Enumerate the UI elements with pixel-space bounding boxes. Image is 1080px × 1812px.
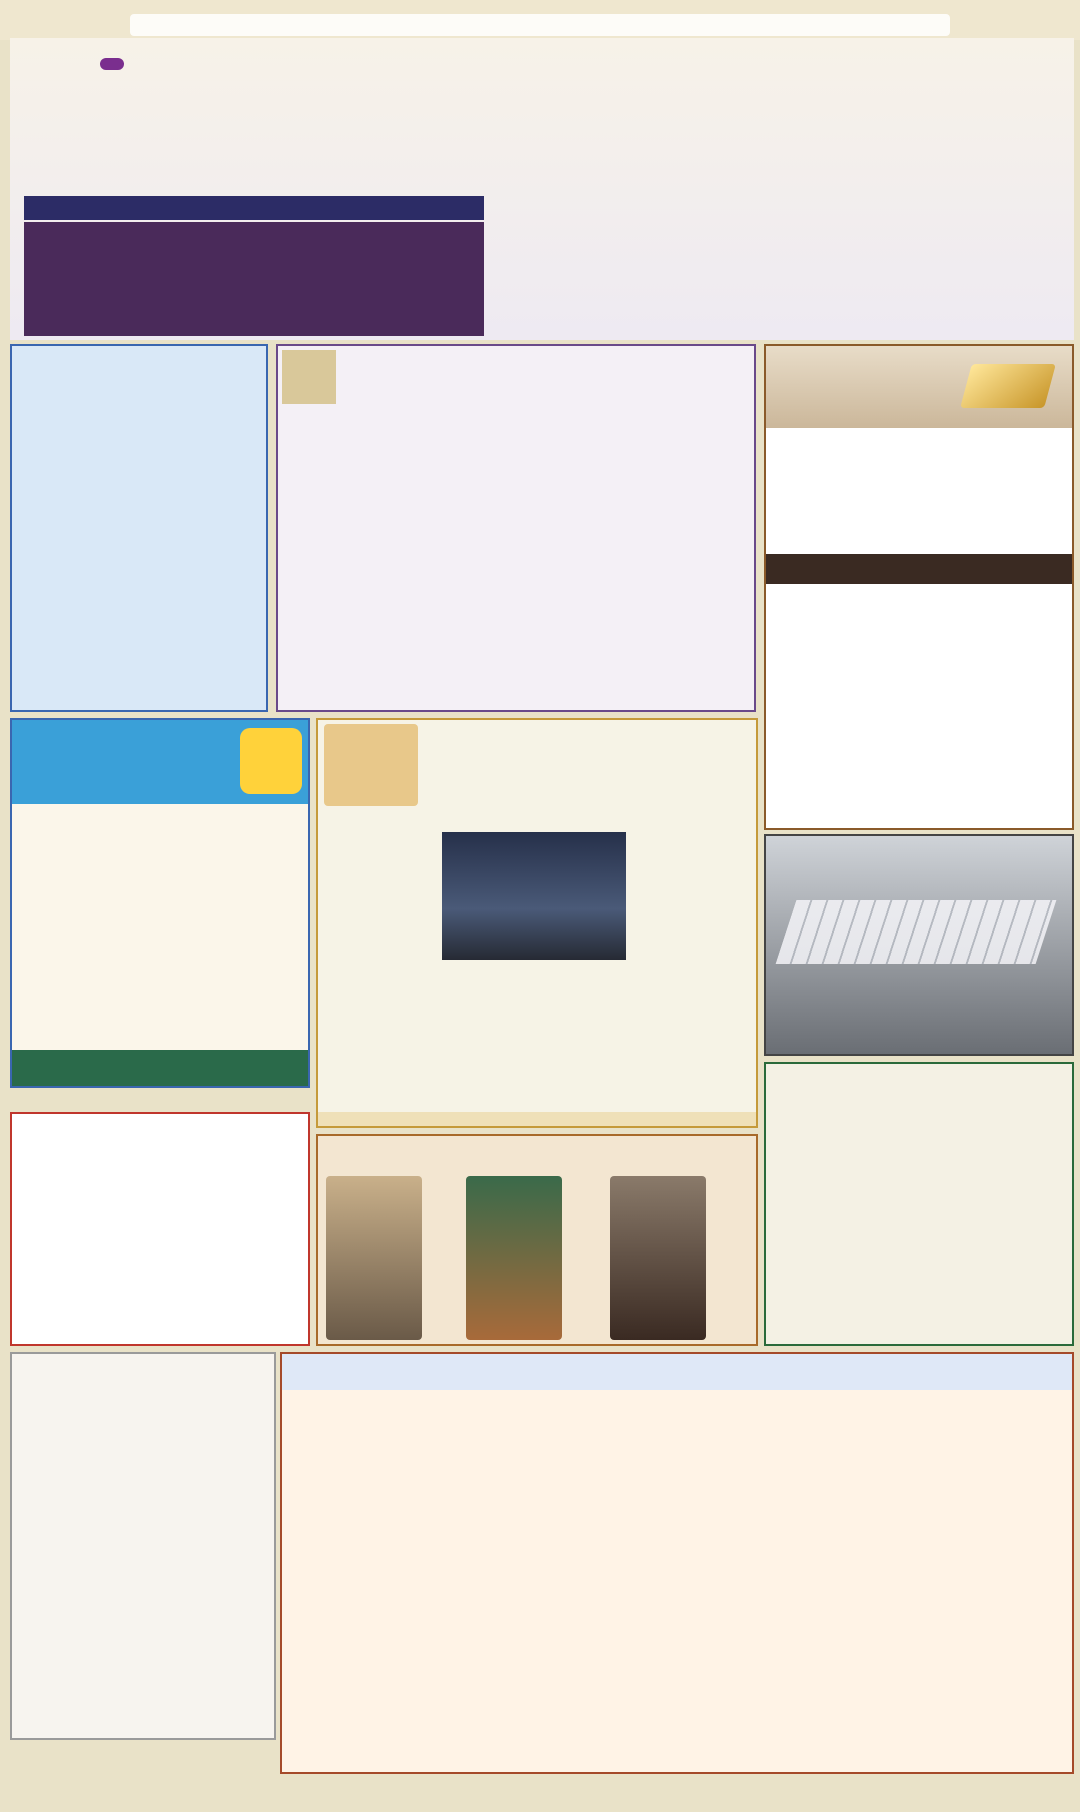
zodiac-wheel bbox=[770, 84, 1060, 334]
liuhe-panel bbox=[10, 344, 268, 712]
face-portraits bbox=[324, 724, 418, 806]
liuhe-grid bbox=[56, 494, 266, 710]
track-panel bbox=[10, 1112, 310, 1346]
zodiac-badge bbox=[32, 44, 212, 124]
face-image bbox=[442, 832, 626, 960]
dream-header bbox=[766, 346, 1072, 428]
fortune-panel bbox=[276, 344, 756, 712]
keyboard-image bbox=[776, 900, 1057, 964]
mingshu-title2 bbox=[240, 728, 302, 794]
custom-title bbox=[766, 1064, 1072, 1094]
mingshu-foot bbox=[12, 1050, 308, 1086]
sanguo-panel bbox=[316, 1134, 758, 1346]
fortune-tag bbox=[282, 350, 336, 404]
pyramid-b-svg bbox=[148, 1540, 268, 1650]
sanguo-image-2 bbox=[466, 1176, 562, 1340]
pyramid-top-svg bbox=[44, 1364, 244, 1514]
zodiac-section bbox=[10, 38, 1074, 340]
track-title bbox=[16, 1122, 60, 1162]
footer-banner bbox=[0, 1690, 1080, 1812]
pyramid-panel bbox=[10, 1352, 276, 1740]
pyramid-a-svg bbox=[18, 1540, 138, 1650]
dream-table-header bbox=[766, 554, 1072, 584]
track-grid bbox=[64, 1120, 308, 1342]
keyboard-panel bbox=[764, 834, 1074, 1056]
zodiac-badge-mid bbox=[100, 58, 124, 70]
results-title bbox=[282, 1354, 1072, 1390]
face-foot bbox=[318, 1112, 756, 1128]
face-panel bbox=[316, 718, 758, 1128]
zodiac-strip-grid bbox=[24, 222, 484, 336]
face-p1 bbox=[326, 816, 434, 976]
mingshu-title-bar bbox=[12, 720, 308, 804]
zodiac-strip-header bbox=[24, 196, 484, 220]
top-search-bar bbox=[130, 14, 950, 36]
sanguo-image-3 bbox=[610, 1176, 706, 1340]
sanguo-image-1 bbox=[326, 1176, 422, 1340]
gold-bars-icon bbox=[960, 364, 1056, 408]
dream-panel bbox=[764, 344, 1074, 830]
custom-panel bbox=[764, 1062, 1074, 1346]
face-p2 bbox=[634, 816, 752, 976]
mingshu-panel bbox=[10, 718, 310, 1088]
